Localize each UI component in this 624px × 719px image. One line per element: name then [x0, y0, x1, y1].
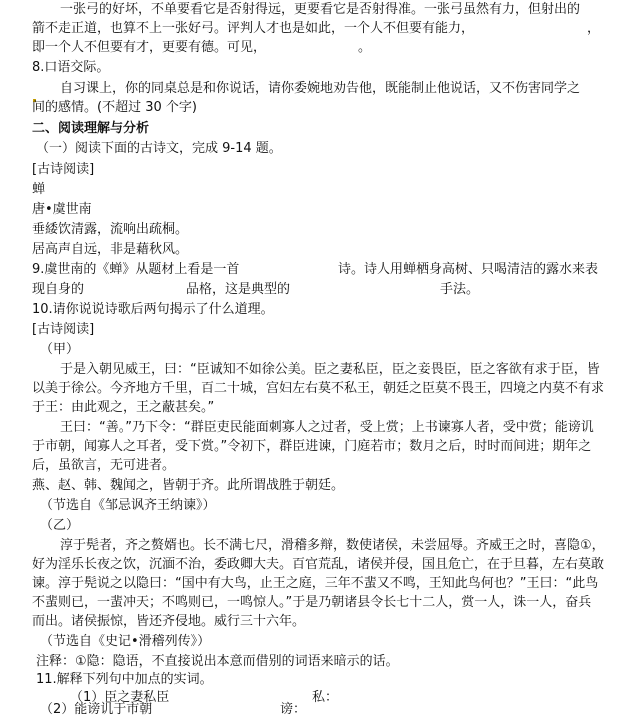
- jia-p2-line-3: 后，虽欲言，无可进者。: [32, 458, 176, 473]
- poem-line-1: 垂緌饮清露，流响出疏桐。: [32, 222, 189, 237]
- section-sub-1: （一）阅读下面的古诗文，完成 9-14 题。: [36, 141, 282, 156]
- q11-item-1: （1）臣之妻私臣: [70, 690, 170, 705]
- q11-title: 11.解释下列句中加点的实词。: [36, 672, 213, 687]
- yi-label: （乙）: [40, 518, 80, 533]
- yi-p1-line-2: 好为淫乐长夜之饮，沉湎不治，委政卿大夫。百官荒乱，诸侯并侵，国且危亡，在于旦暮，左右莫敢: [32, 557, 605, 572]
- jia-label: （甲）: [40, 342, 80, 357]
- passage-header: [古诗阅读]: [32, 322, 95, 337]
- jia-source: （节选自《邹忌讽齐王纳谏》）: [40, 498, 216, 513]
- jia-p2-line-1: 王曰：“善。”乃下令：“群臣吏民能面刺寡人之过者，受上赏；上书谏寡人者，受中赏；能谤讥: [60, 420, 594, 435]
- q8-title: 8.口语交际。: [32, 60, 110, 75]
- yi-p1-line-4: 不蜚则已，一蜚冲天；不鸣则已，一鸣惊人。”于是乃朝诸县令长七十二人，赏一人，诛一人，奋兵: [32, 595, 592, 610]
- q9-part-2: 诗。诗人用蝉栖身高树、只喝清洁的露水来表: [338, 262, 599, 277]
- q11-item-2: （2）能谤讥于市朝: [40, 702, 153, 717]
- poem-header: [古诗阅读]: [32, 162, 95, 177]
- poem-author: 唐•虞世南: [32, 202, 92, 217]
- q10-question: 10.请你说说诗歌后两句揭示了什么道理。: [32, 302, 274, 317]
- section-heading: 二、阅读理解与分析: [32, 121, 150, 136]
- yi-p1-line-5: 而出。诸侯振惊，皆还齐侵地。威行三十六年。: [32, 614, 306, 629]
- q11-item-1-key: 私：: [312, 690, 339, 705]
- yi-p1-line-1: 淳于髡者，齐之赘婿也。长不满七尺，滑稽多辩，数使诸侯，未尝屈辱。齐威王之时，喜隐①，: [60, 538, 605, 553]
- q9-line-2c: 手法。: [440, 282, 480, 297]
- intro-line-3-end: 。: [358, 40, 372, 55]
- intro-line-2: 箭不走正道，也算不上一张好弓。评判人才也是如此，一个人不但要有能力，: [32, 21, 475, 36]
- intro-line-1: 一张弓的好坏，不单要看它是否射得远，更要看它是否射得准。一张弓虽然有力，但射出的: [60, 2, 581, 17]
- q9-part-1: 9.虞世南的《蝉》从题材上看是一首: [32, 262, 240, 277]
- poem-line-2: 居高声自远，非是藉秋风。: [32, 242, 189, 257]
- jia-p3: 燕、赵、韩、魏闻之，皆朝于齐。此所谓战胜于朝廷。: [32, 478, 345, 493]
- jia-p1-line-2: 以美于徐公。今齐地方千里，百二十城，宫妇左右莫不私王，朝廷之臣莫不畏王，四境之内莫不有求: [32, 381, 605, 396]
- jia-p2-line-2: 于市朝，闻寡人之耳者，受下赏。”令初下，群臣进谏，门庭若市；数月之后，时时而间进；期年之: [32, 439, 592, 454]
- intro-line-2-comma: ，: [587, 21, 601, 36]
- yi-source: （节选自《史记•滑稽列传》）: [40, 634, 211, 649]
- q8-line-1: 自习课上，你的同桌总是和你说话，请你委婉地劝告他，既能制止他说话，又不伤害同学之: [60, 81, 581, 96]
- poem-title: 蝉: [32, 182, 46, 197]
- jia-p1-line-1: 于是入朝见威王，曰：“臣诚知不如徐公美。臣之妻私臣，臣之妾畏臣，臣之客欲有求于臣，皆: [60, 362, 600, 377]
- q9-line-2a: 现自身的: [32, 282, 85, 297]
- jia-p1-line-3: 于王：由此观之，王之蔽甚矣。”: [32, 400, 215, 415]
- q8-line-2: 间的感情。(不超过 30 个字): [32, 100, 197, 115]
- q9-line-2b: 品格，这是典型的: [186, 282, 291, 297]
- intro-line-3: 即一个人不但要有才，更要有德。可见，: [32, 40, 267, 55]
- annotation-note: 注释：①隐：隐语，不直接说出本意而借别的词语来暗示的话。: [36, 654, 399, 669]
- q11-item-2-key: 谤：: [280, 702, 307, 717]
- yi-p1-line-3: 谏。淳于髡说之以隐曰：“国中有大鸟，止王之庭，三年不蜚又不鸣，王知此鸟何也？”王曰：“此鸟: [32, 576, 599, 591]
